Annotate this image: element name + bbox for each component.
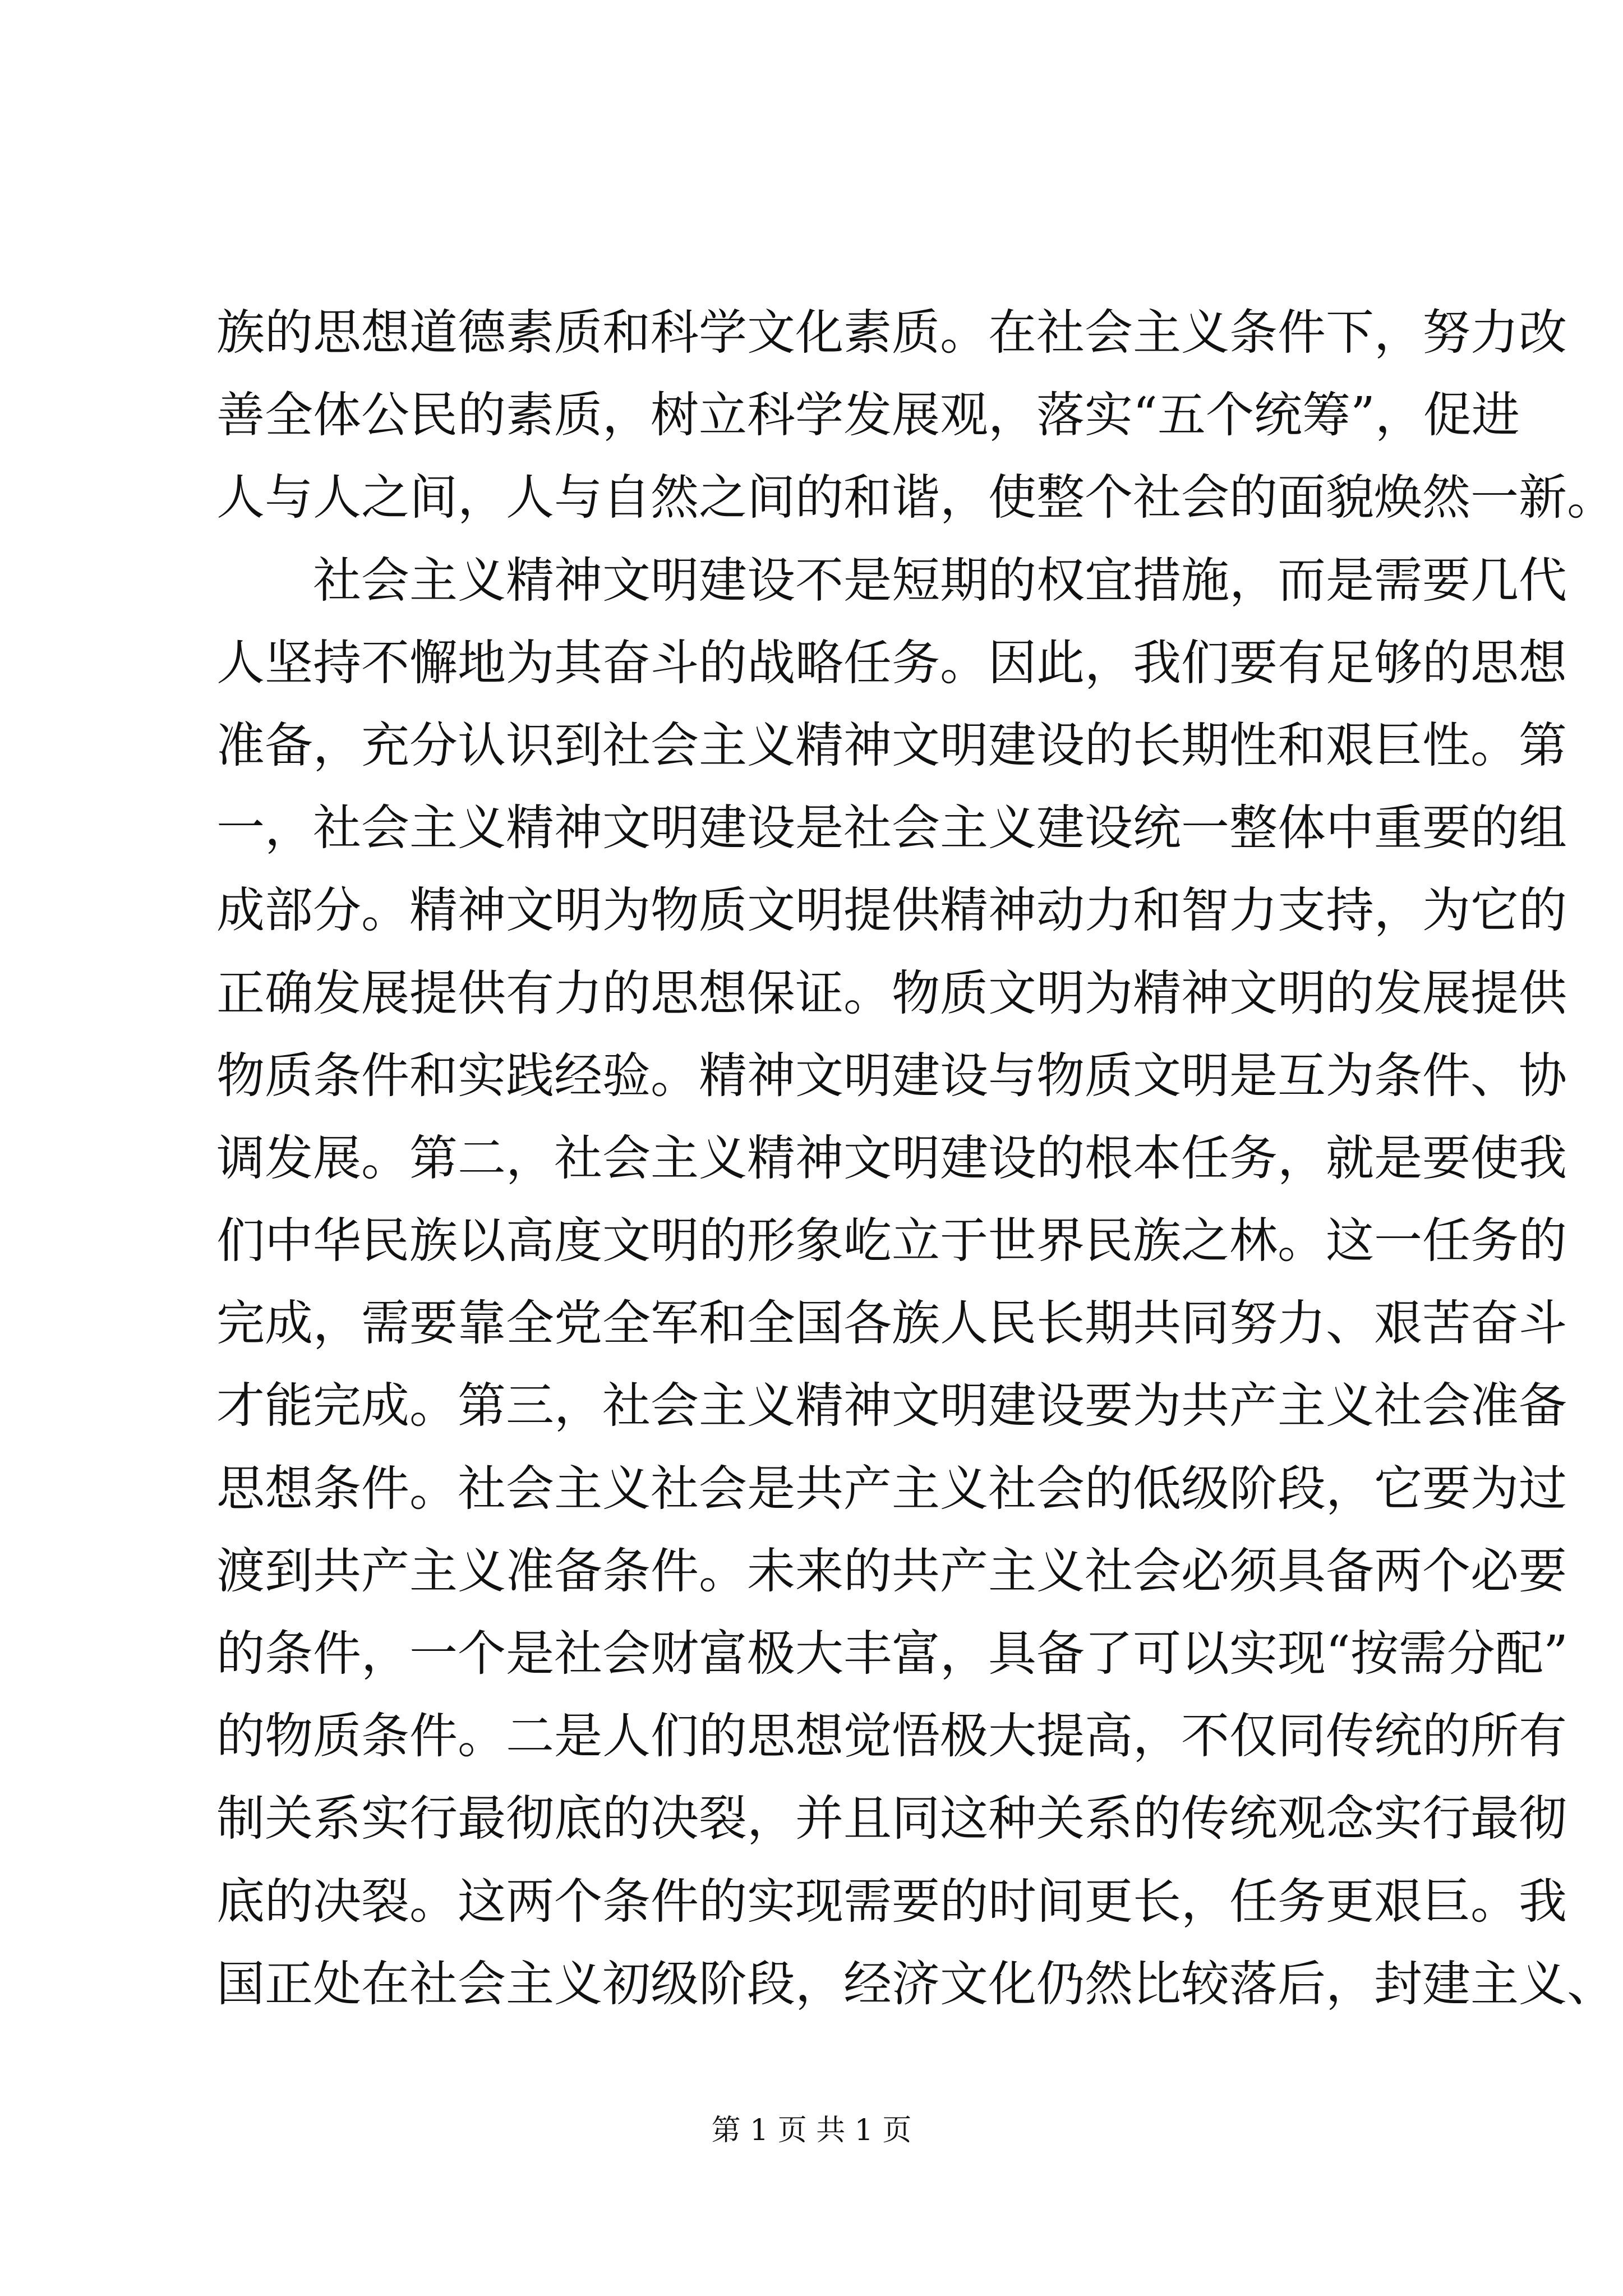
- text-line: 准备，充分认识到社会主义精神文明建设的长期性和艰巨性。第: [216, 717, 1567, 774]
- text-line: 思想条件。社会主义社会是共产主义社会的低级阶段，它要为过: [216, 1460, 1567, 1517]
- text-line: 制关系实行最彻底的决裂，并且同这种关系的传统观念实行最彻: [216, 1791, 1567, 1847]
- page-number-footer: 第 1 页 共 1 页: [711, 2114, 912, 2147]
- text-line: 社会主义精神文明建设不是短期的权宜措施，而是需要几代: [216, 552, 1567, 609]
- text-line: 族的思想道德素质和科学文化素质。在社会主义条件下，努力改: [216, 305, 1567, 361]
- text-line: 渡到共产主义准备条件。未来的共产主义社会必须具备两个必要: [216, 1543, 1567, 1599]
- text-line: 完成，需要靠全党全军和全国各族人民长期共同努力、艰苦奋斗: [216, 1295, 1567, 1352]
- text-line: 人坚持不懈地为其奋斗的战略任务。因此，我们要有足够的思想: [216, 634, 1567, 691]
- text-line: 一，社会主义精神文明建设是社会主义建设统一整体中重要的组: [216, 800, 1567, 857]
- text-line: 善全体公民的素质，树立科学发展观，落实“五个统筹”，促进: [216, 387, 1520, 444]
- text-line: 底的决裂。这两个条件的实现需要的时间更长，任务更艰巨。我: [216, 1873, 1567, 1930]
- text-line: 调发展。第二，社会主义精神文明建设的根本任务，就是要使我: [216, 1130, 1567, 1186]
- text-line: 成部分。精神文明为物质文明提供精神动力和智力支持，为它的: [216, 882, 1567, 939]
- text-line: 物质条件和实践经验。精神文明建设与物质文明是互为条件、协: [216, 1047, 1567, 1104]
- text-line: 的物质条件。二是人们的思想觉悟极大提高，不仅同传统的所有: [216, 1708, 1567, 1765]
- text-line: 们中华民族以高度文明的形象屹立于世界民族之林。这一任务的: [216, 1213, 1567, 1269]
- text-line: 正确发展提供有力的思想保证。物质文明为精神文明的发展提供: [216, 965, 1567, 1022]
- text-line: 人与人之间，人与自然之间的和谐，使整个社会的面貌焕然一新。: [216, 470, 1615, 526]
- body-text: [216, 292, 1615, 2026]
- text-line: 的条件，一个是社会财富极大丰富，具备了可以实现“按需分配”: [216, 1626, 1568, 1682]
- text-line: 国正处在社会主义初级阶段，经济文化仍然比较落后，封建主义、: [216, 1955, 1615, 2012]
- text-line: 才能完成。第三，社会主义精神文明建设要为共产主义社会准备: [216, 1378, 1567, 1434]
